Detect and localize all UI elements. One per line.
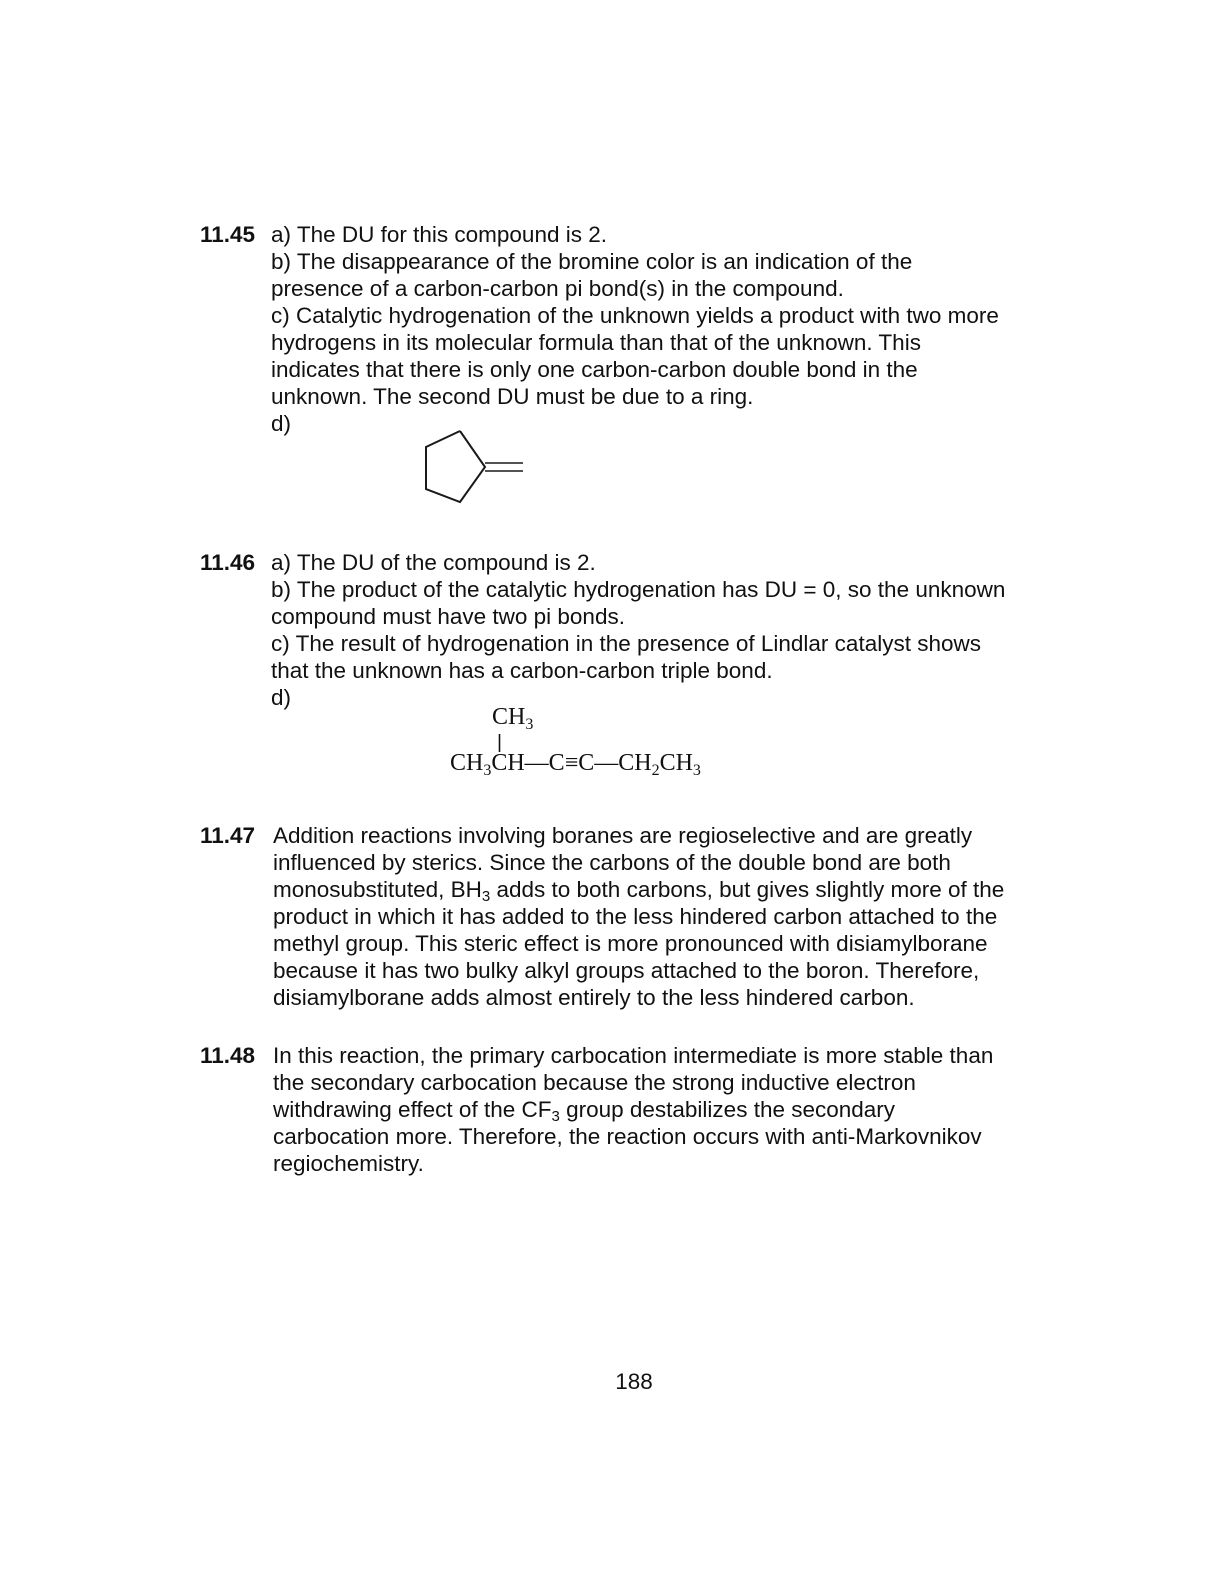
problem-number: 11.45	[200, 222, 256, 247]
problem-number: 11.46	[200, 550, 256, 575]
methyl-branch: $CH_3$	[492, 704, 534, 733]
paragraph-line: methyl group. This steric effect is more pronounced with disiamylborane	[273, 931, 988, 956]
paragraph-line: product in which it has added to the less hindered carbon attached to the	[273, 904, 998, 929]
paragraph-line: because it has two bulky alkyl groups attached to the boron. Therefore,	[273, 958, 980, 983]
problem-body	[271, 221, 1080, 437]
answer-d-label: d)	[271, 685, 292, 710]
paragraph-line: monosubstituted, $BH_3$ adds to both carbons, but gives slightly more of the	[273, 877, 1005, 905]
problem-11-47	[200, 822, 1080, 1011]
answer-a: a) The DU of the compound is 2.	[271, 550, 596, 575]
problem-body	[273, 1042, 1080, 1177]
ring-bonds	[426, 431, 485, 502]
paragraph-line: carbocation more. Therefore, the reaction occurs with anti-Markovnikov	[273, 1124, 982, 1149]
answer-b-cont: compound must have two pi bonds.	[271, 604, 625, 629]
answer-c-cont: hydrogens in its molecular formula than that of the unknown. This	[271, 330, 921, 355]
paragraph-line: influenced by sterics. Since the carbons of the double bond are both	[273, 850, 951, 875]
answer-c-cont: unknown. The second DU must be due to a ring.	[271, 384, 754, 409]
problem-number: 11.47	[200, 823, 256, 848]
paragraph-line: regiochemistry.	[273, 1151, 424, 1176]
answer-c-cont: that the unknown has a carbon-carbon triple bond.	[271, 658, 773, 683]
problem-11-48	[200, 1042, 1080, 1177]
problem-body	[271, 549, 1080, 711]
answer-a: a) The DU for this compound is 2.	[271, 222, 607, 247]
answer-c: c) Catalytic hydrogenation of the unknown yields a product with two more	[271, 303, 999, 328]
paragraph-line: the secondary carbocation because the strong inductive electron	[273, 1070, 916, 1095]
paragraph-line: disiamylborane adds almost entirely to the less hindered carbon.	[273, 985, 915, 1010]
answer-b: b) The disappearance of the bromine color is an indication of the	[271, 249, 913, 274]
methylenecyclopentane-structure	[418, 425, 528, 505]
answer-b: b) The product of the catalytic hydrogenation has DU = 0, so the unknown	[271, 577, 1006, 602]
answer-b-cont: presence of a carbon-carbon pi bond(s) in the compound.	[271, 276, 844, 301]
problem-number: 11.48	[200, 1043, 256, 1068]
answer-c-cont: indicates that there is only one carbon-carbon double bond in the	[271, 357, 918, 382]
paragraph-line: Addition reactions involving boranes are regioselective and are greatly	[273, 823, 973, 848]
problem-11-46	[200, 549, 1080, 711]
paragraph-line: withdrawing effect of the $CF_3$ group destabilizes the secondary	[273, 1097, 896, 1125]
main-chain: $CH_3CH—C\equiv C—CH_2CH_3$	[450, 750, 701, 779]
paragraph-line: In this reaction, the primary carbocation intermediate is more stable than	[273, 1043, 994, 1068]
problem-11-45	[200, 221, 1080, 437]
answer-d-label: d)	[271, 411, 292, 436]
alkyne-formula	[450, 704, 750, 794]
page-number: 188	[615, 1369, 653, 1394]
problem-body	[273, 822, 1080, 1011]
answer-c: c) The result of hydrogenation in the presence of Lindlar catalyst shows	[271, 631, 981, 656]
